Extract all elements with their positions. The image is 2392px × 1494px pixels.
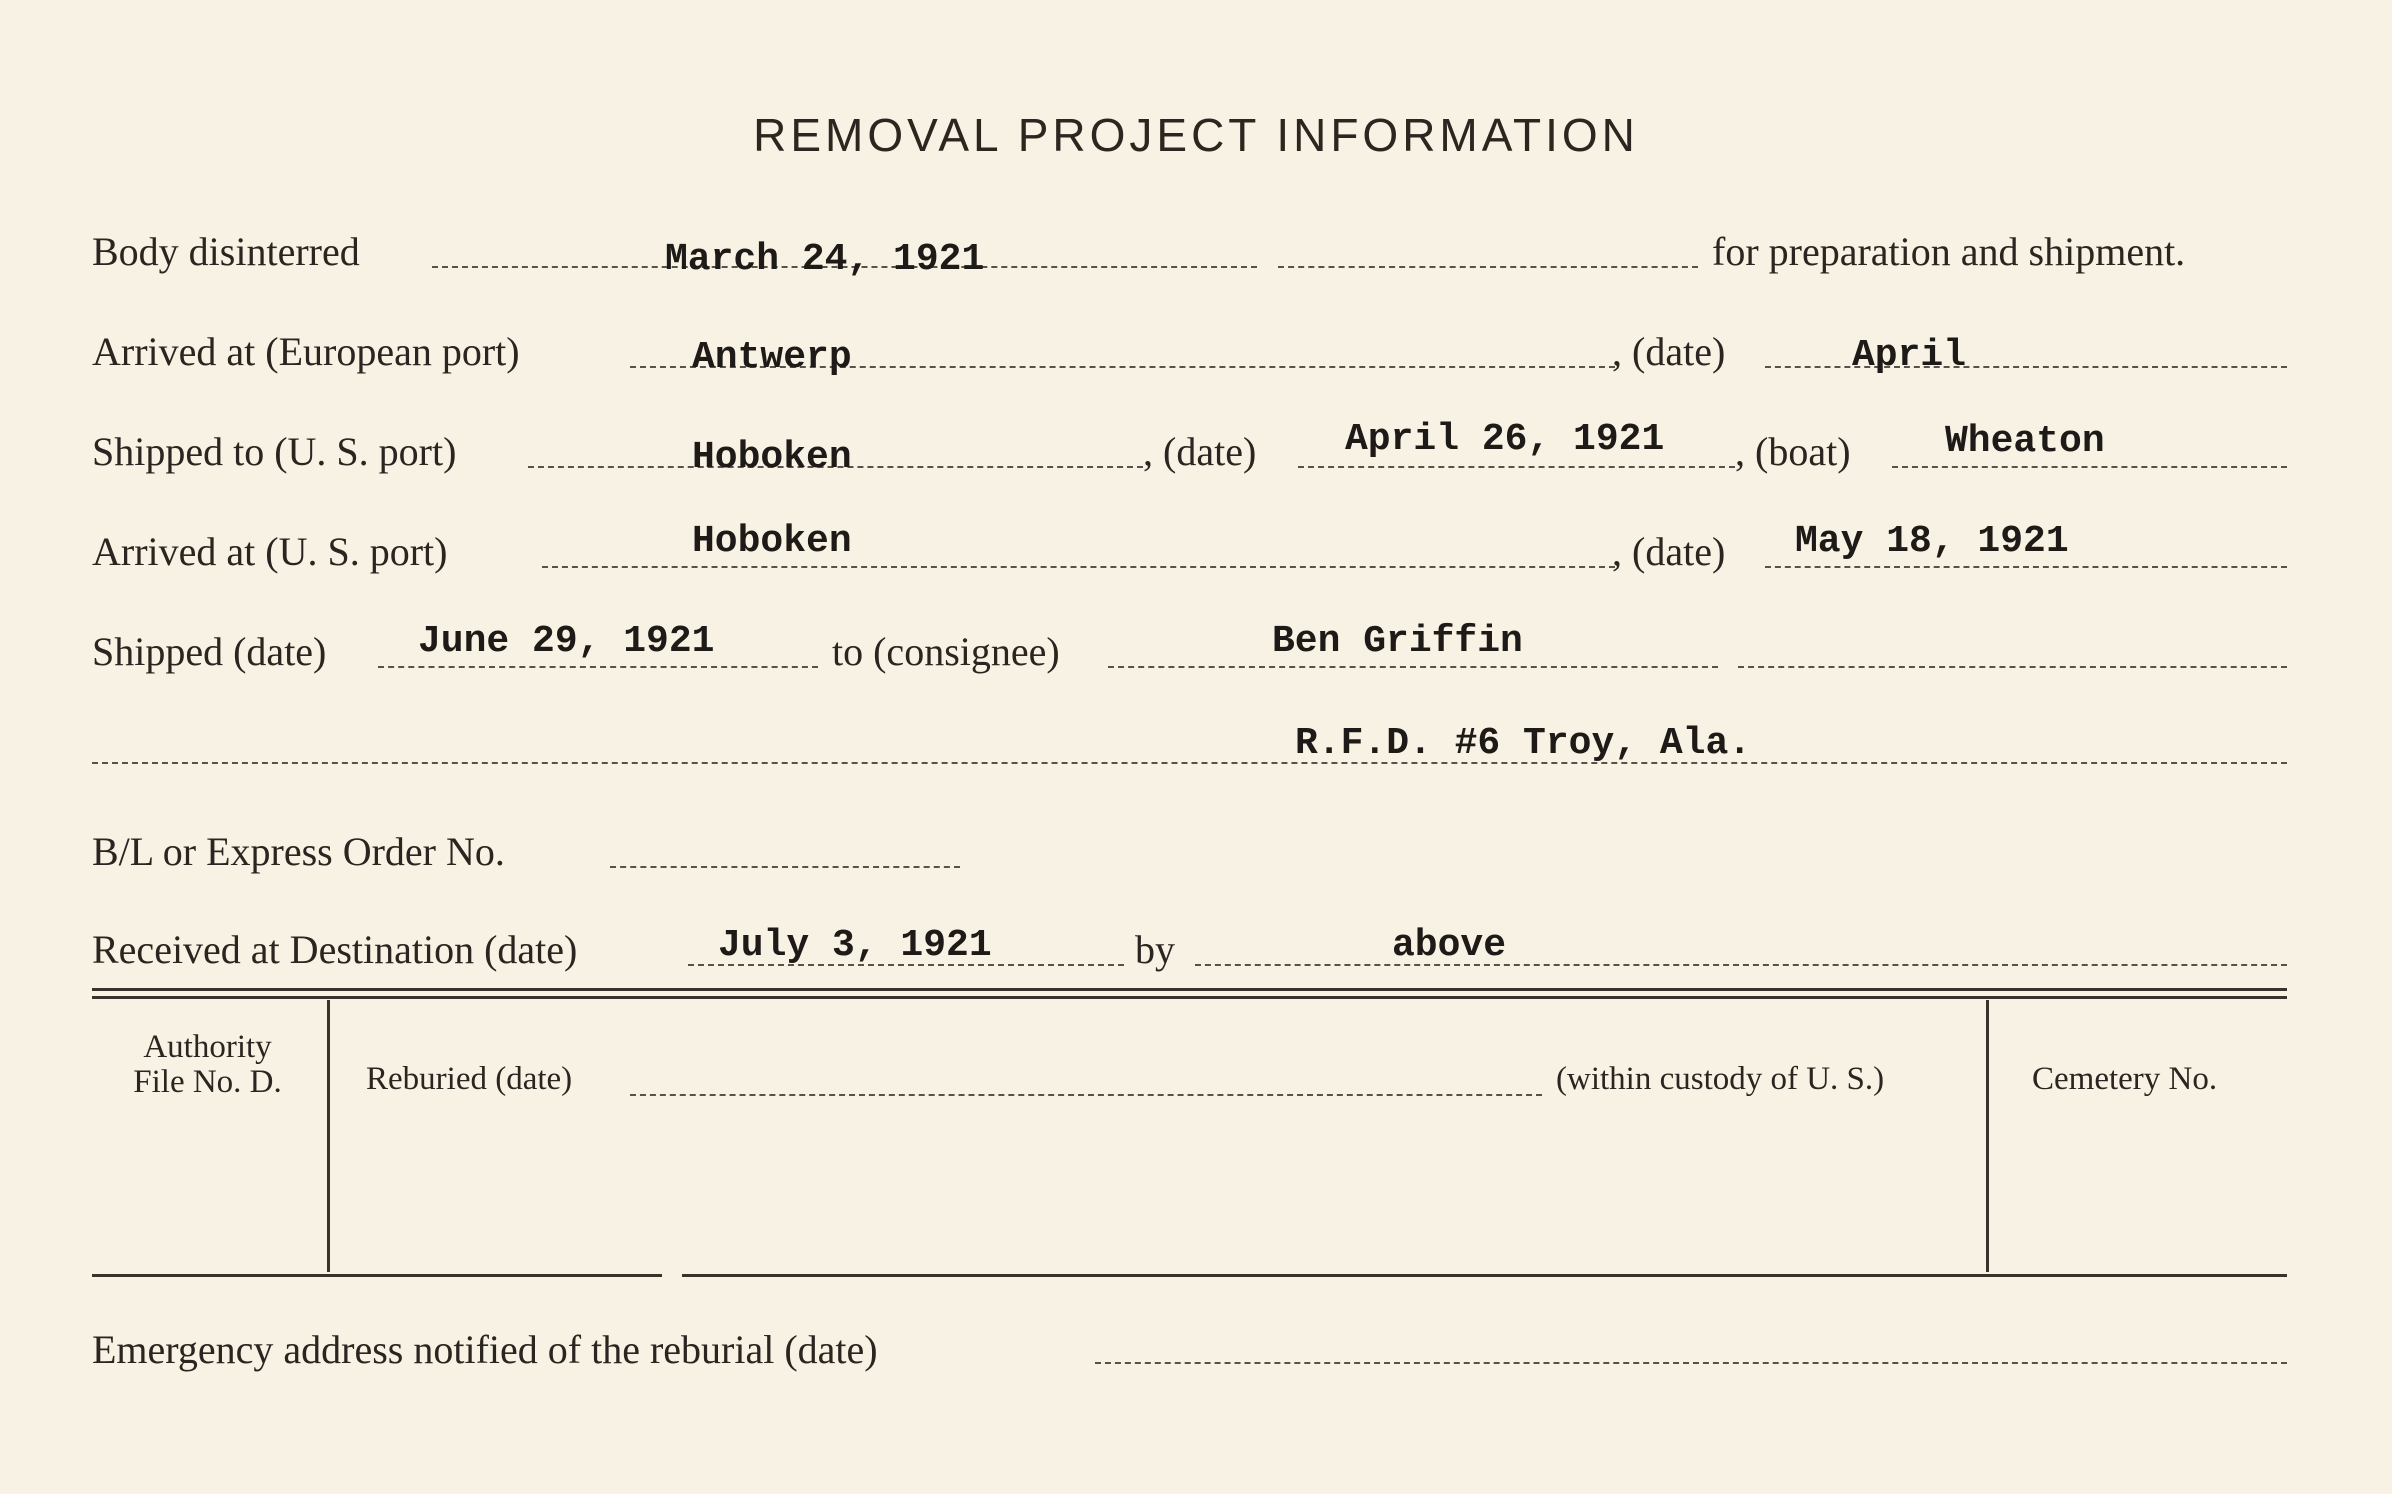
table-bottom-rule-left <box>92 1274 662 1277</box>
table-divider-right <box>1986 1000 1989 1272</box>
shipped-us-boat-line <box>1892 466 2287 468</box>
address-line <box>92 762 2287 764</box>
arrived-us-value: Hoboken <box>692 520 852 563</box>
table-top-rule-2 <box>92 996 2287 999</box>
consignee-label: to (consignee) <box>832 629 1060 674</box>
reburied-label: Reburied (date) <box>366 1061 573 1097</box>
arrived-us-label: Arrived at (U. S. port) <box>92 529 448 574</box>
table-bottom-rule-right <box>682 1274 2287 1277</box>
table-divider-left <box>327 1000 330 1272</box>
consignee-line <box>1108 666 1718 668</box>
address-value: R.F.D. #6 Troy, Ala. <box>1295 722 1752 765</box>
emergency-line <box>1095 1362 2287 1364</box>
disinterred-suffix: for preparation and shipment. <box>1712 229 2186 274</box>
card-title: REMOVAL PROJECT INFORMATION <box>753 109 1639 161</box>
shipped-us-label: Shipped to (U. S. port) <box>92 429 457 474</box>
shipped-us-boat-label: , (boat) <box>1735 429 1851 474</box>
shipped-date-label: Shipped (date) <box>92 629 327 674</box>
table-top-rule <box>92 988 2287 991</box>
shipped-us-date-value: April 26, 1921 <box>1345 418 1665 461</box>
received-by-label: by <box>1135 927 1175 972</box>
arrived-us-date-label: , (date) <box>1612 529 1726 574</box>
arrived-us-date-line <box>1765 566 2287 568</box>
authority-line1: Authority <box>143 1029 272 1065</box>
disinterred-value: March 24, 1921 <box>665 238 985 281</box>
consignee-line-2 <box>1738 666 2287 668</box>
bl-label: B/L or Express Order No. <box>92 829 505 874</box>
authority-line2: File No. D. <box>133 1063 282 1100</box>
arrived-us-line <box>542 566 1615 568</box>
authority-label <box>110 1030 305 1099</box>
shipped-us-date-line <box>1298 466 1735 468</box>
european-port-label: Arrived at (European port) <box>92 329 520 374</box>
emergency-label: Emergency address notified of the reburial (date) <box>92 1327 878 1372</box>
european-port-value: Antwerp <box>692 336 852 379</box>
european-date-label: , (date) <box>1612 329 1726 374</box>
bl-line <box>610 866 960 868</box>
reburied-line <box>630 1094 1542 1096</box>
arrived-us-date-value: May 18, 1921 <box>1795 520 2069 563</box>
received-label: Received at Destination (date) <box>92 927 578 972</box>
shipped-us-date-label: , (date) <box>1143 429 1257 474</box>
shipped-us-boat-value: Wheaton <box>1945 420 2105 463</box>
received-by-line <box>1195 964 2287 966</box>
custody-label: (within custody of U. S.) <box>1556 1061 1885 1097</box>
disinterred-line-2 <box>1278 266 1698 268</box>
shipped-date-line <box>378 666 818 668</box>
european-date-value: April <box>1852 334 1967 377</box>
shipped-us-value: Hoboken <box>692 436 852 479</box>
shipped-date-value: June 29, 1921 <box>418 620 715 663</box>
cemetery-label: Cemetery No. <box>2032 1061 2218 1097</box>
received-value: July 3, 1921 <box>718 924 992 967</box>
european-date-line <box>1765 366 2287 368</box>
disinterred-label: Body disinterred <box>92 229 360 274</box>
received-by-value: above <box>1392 924 1507 967</box>
consignee-value: Ben Griffin <box>1272 620 1523 663</box>
